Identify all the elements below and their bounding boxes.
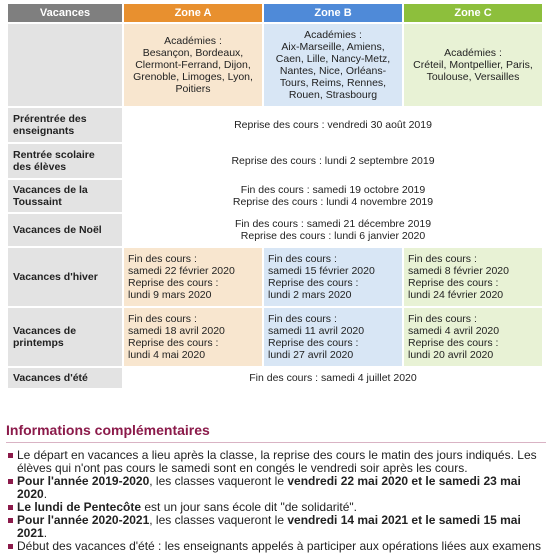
cell-line: Fin des cours : samedi 21 décembre 2019 <box>234 218 432 230</box>
text: . <box>43 526 48 540</box>
header-zone-c: Zone C <box>404 4 542 22</box>
hiver-zone-a <box>124 248 262 306</box>
cell-line: lundi 27 avril 2020 <box>268 349 354 361</box>
cell-line: Créteil, Montpellier, Paris, <box>413 59 533 71</box>
cell-line: samedi 8 février 2020 <box>408 265 509 277</box>
text: Début des vacances d'été : les enseignants appelés à participer aux opérations liées aux examens <box>17 539 541 553</box>
cell-line: Fin des cours : samedi 19 octobre 2019 <box>240 184 426 196</box>
hiver-zone-c <box>404 248 542 306</box>
bold-text: vendredi 14 mai 2021 et le samedi 15 mai 2021 <box>17 513 521 540</box>
cell-line: Fin des cours : samedi 4 juillet 2020 <box>249 372 417 384</box>
printemps-zone-c <box>404 308 542 366</box>
cell-line: Vacances de la <box>13 184 88 196</box>
cell-line: Fin des cours : <box>128 253 197 265</box>
academies-label <box>8 24 122 106</box>
table-row <box>8 108 542 142</box>
hiver-zone-b <box>264 248 402 306</box>
school-calendar <box>6 2 544 390</box>
cell-line: Fin des cours : <box>408 253 477 265</box>
cell-line: Grenoble, Limoges, Lyon, <box>133 71 253 83</box>
row-label-printemps <box>8 308 122 366</box>
cell-line: lundi 9 mars 2020 <box>128 289 212 301</box>
dates-toussaint <box>124 180 542 212</box>
header-row <box>8 4 542 22</box>
table-row <box>8 180 542 212</box>
header-zone-b: Zone B <box>264 4 402 22</box>
cell-line: Fin des cours : <box>128 313 197 325</box>
cell-line: Reprise des cours : lundi 4 novembre 2019 <box>232 196 434 208</box>
table-row <box>8 368 542 388</box>
academies-zone-c <box>404 24 542 106</box>
info-section <box>6 421 546 553</box>
printemps-zone-b <box>264 308 402 366</box>
cell-line: Fin des cours : <box>408 313 477 325</box>
calendar-table <box>6 2 544 390</box>
cell-line: Académies : <box>164 35 222 47</box>
header-vacances: Vacances <box>8 4 122 22</box>
cell-line: samedi 4 avril 2020 <box>408 325 500 337</box>
cell-line: Reprise des cours : <box>408 337 499 349</box>
cell-line: Toulouse, Versailles <box>426 71 520 83</box>
text: , les classes vaqueront le <box>149 474 288 488</box>
cell-line: Besançon, Bordeaux, <box>142 47 244 59</box>
cell-line: lundi 2 mars 2020 <box>268 289 352 301</box>
dates-ete <box>124 368 542 388</box>
text: Le départ en vacances a lieu après la classe, la reprise des cours le matin des jours indiqués. Les élèves qui n'ont pas cours le samedi sont en congés le vendredi soir après les cours. <box>17 448 537 475</box>
cell-line: samedi 15 février 2020 <box>268 265 375 277</box>
row-label-toussaint <box>8 180 122 212</box>
cell-line: Reprise des cours : vendredi 30 août 2019 <box>234 119 432 131</box>
cell-line: Nantes, Nice, Orléans- <box>279 65 387 77</box>
bold-text: Pour l'année 2020-2021 <box>17 513 150 527</box>
text: . <box>43 487 48 501</box>
cell-line: Vacances d'été <box>13 372 88 384</box>
cell-line: Reprise des cours : <box>128 277 219 289</box>
table-row <box>8 214 542 246</box>
cell-line: enseignants <box>13 125 75 137</box>
row-label-ete <box>8 368 122 388</box>
cell-line: Tours, Reims, Rennes, <box>279 77 387 89</box>
info-list <box>6 449 546 553</box>
cell-line: Rouen, Strasbourg <box>288 89 378 101</box>
cell-line: Prérentrée des <box>13 113 87 125</box>
academies-row <box>8 24 542 106</box>
bold-text: Le lundi de Pentecôte <box>17 500 142 514</box>
cell-line: lundi 20 avril 2020 <box>408 349 494 361</box>
table-row <box>8 248 542 306</box>
cell-line: des élèves <box>13 161 67 173</box>
info-title: Informations complémentaires <box>6 421 546 443</box>
cell-line: Caen, Lille, Nancy-Metz, <box>275 53 391 65</box>
cell-line: Reprise des cours : <box>128 337 219 349</box>
list-item <box>17 540 546 553</box>
row-label-hiver <box>8 248 122 306</box>
cell-line: Reprise des cours : <box>268 277 359 289</box>
cell-line: Vacances de <box>13 325 77 337</box>
cell-line: Vacances de Noël <box>13 224 102 236</box>
cell-line: Reprise des cours : <box>408 277 499 289</box>
row-label-prerentree <box>8 108 122 142</box>
printemps-zone-a <box>124 308 262 366</box>
cell-line: Académies : <box>444 47 502 59</box>
text: est un jour sans école dit "de solidarité". <box>141 500 358 514</box>
row-label-noel <box>8 214 122 246</box>
academies-zone-a <box>124 24 262 106</box>
cell-line: Académies : <box>304 29 362 41</box>
cell-line: lundi 24 février 2020 <box>408 289 504 301</box>
row-label-rentree <box>8 144 122 178</box>
cell-line: lundi 4 mai 2020 <box>128 349 206 361</box>
cell-line: Poitiers <box>175 83 211 95</box>
bold-text: vendredi 22 mai 2020 et le samedi 23 mai 2020 <box>17 474 521 501</box>
cell-line: printemps <box>13 337 64 349</box>
list-item <box>17 449 546 475</box>
cell-line: samedi 18 avril 2020 <box>128 325 225 337</box>
dates-prerentree <box>124 108 542 142</box>
dates-rentree <box>124 144 542 178</box>
list-item <box>17 475 546 501</box>
cell-line: Vacances d'hiver <box>13 271 98 283</box>
table-row <box>8 144 542 178</box>
header-zone-a: Zone A <box>124 4 262 22</box>
list-item <box>17 514 546 540</box>
dates-noel <box>124 214 542 246</box>
academies-zone-b <box>264 24 402 106</box>
cell-line: Rentrée scolaire <box>13 149 95 161</box>
bold-text: Pour l'année 2019-2020 <box>17 474 150 488</box>
cell-line: Clermont-Ferrand, Dijon, <box>135 59 251 71</box>
cell-line: Reprise des cours : <box>268 337 359 349</box>
cell-line: Reprise des cours : lundi 6 janvier 2020 <box>240 230 426 242</box>
text: , les classes vaqueront le <box>149 513 288 527</box>
cell-line: Reprise des cours : lundi 2 septembre 2019 <box>231 155 435 167</box>
cell-line: samedi 22 février 2020 <box>128 265 235 277</box>
cell-line: Aix-Marseille, Amiens, <box>281 41 385 53</box>
table-row <box>8 308 542 366</box>
cell-line: Fin des cours : <box>268 313 337 325</box>
cell-line: samedi 11 avril 2020 <box>268 325 365 337</box>
cell-line: Toussaint <box>13 196 62 208</box>
cell-line: Fin des cours : <box>268 253 337 265</box>
